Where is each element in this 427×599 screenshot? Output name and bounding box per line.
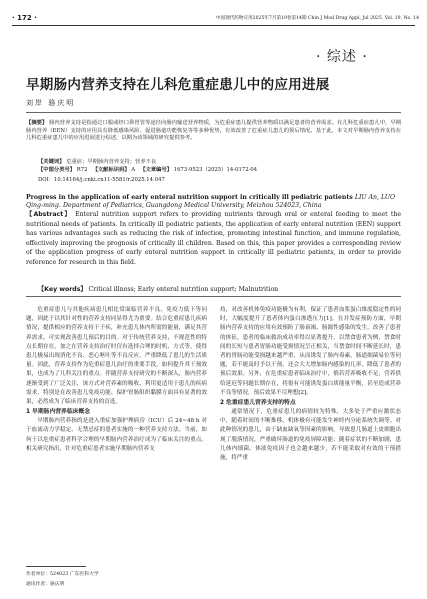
doc-code-label: 【文献标识码】 (92, 167, 130, 173)
keywords-en (38, 284, 401, 293)
journal-header: 中国现代药物应用2025年7月第19卷第14期 Chin J Mod Drug Appl, Jul 2025, Vol. 19, No. 14 (215, 16, 419, 21)
body-column-left (26, 306, 207, 454)
article-title-en (26, 194, 403, 210)
doc-code-value: A (131, 167, 136, 173)
abstract-en-label: 【Abstract】 (26, 211, 72, 218)
keywords-cn-text: 危重症；早期肠内营养支持；营养不良 (66, 159, 157, 165)
footnote-rule (26, 566, 86, 567)
classification-line (38, 167, 401, 175)
doi: DOI：10.14164/j.cnki.cn11-5581/r.2025.14.047 (38, 177, 165, 183)
keywords-en-label: 【Key words】 (38, 286, 87, 293)
authors-cn: 刘岸 骆庆明 (26, 99, 76, 107)
footnote-corresponding: 通讯作者：骆庆明 (26, 582, 65, 587)
article-number-label: 【文章编号】 (140, 167, 173, 173)
body-paragraph: 危重症患儿与其他疾病患儿相比常面临营养不良、免疫力低下等问题，因此于以其针对性的营养支持同显得尤为重要。结合危重症患儿疾病情况，提供相应的营养支持于于疾，补充患儿体内所需的能量，满足其营养需求，可实现改善患儿预后的目的。对于传统营养支持，不规范性的特点长期存在，加之在营养支持治疗时仅有选择合理的时机、方式等，使得患儿极易出现消化不良、恶心呕吐等不良反应，严重降低了患儿的生活质量。因此，营养支持作为危重症患儿治疗的重要手段，如何提升其干预效果，也成为了儿科关注的重点。伴随营养支持研究的不断深入，肠内营养逐渐受到了广泛关注，该方式对营养素的吸收、利用更适用于患儿的疾病需求，特别是在改善患儿免疫功能、保护胃肠组织黏膜方面具有显著的效果，必然成为了临床营养支持的首选。 (26, 307, 207, 406)
page-number: · 172 · (12, 14, 37, 22)
abstract-en (26, 210, 401, 267)
abstract-cn (26, 120, 401, 143)
section-rule (26, 296, 401, 297)
section-heading-1: 1 早期肠内营养临床概念 (26, 409, 91, 416)
body-paragraph: 通常情况下，危重症患儿的病情较为特殊，大多处于严重应激状态中，随着时间的不断推移，机体极有可能发生神经内分泌系统失调等。对此种情况的患儿，由于缺血缺氧等因素的影响，导致患儿肠道上皮细胞出现了脱落情况，严重破坏肠道的免疫屏障功能；随着症状的不断加剧，患儿体内细菌、体液免疫因子也会越来越少，若不能采取对有效的干预措施，将严重 (220, 409, 401, 462)
article-number-value: 1673-9523（2025）14-0172-04 (173, 167, 258, 173)
title-rule (26, 112, 401, 113)
cls-value: R72 (76, 167, 88, 173)
abstract-cn-text: 肠内营养支持是指通过口服或经口鼻胃管等途径向肠内输送营养物质，为危重症患儿提供营养物质以满足患者的营养需求。在儿科危重症患儿中，早期肠内营养（EEN）支持的应用具有降低感染风险、促进肠道功能恢复等等多种优势，有效改善了危重症儿患儿的预后情况。基于此，本文对早期肠内营养支持在儿科危重症患儿中的应用进展进行综述，以期为该领域的研究提供参考。 (26, 120, 401, 142)
cls-label: 【中图分类号】 (38, 167, 76, 173)
footnote-affiliation: 作者单位：524023 广东医科大学 (26, 572, 99, 577)
keywords-en-text: Critical illness; Early enteral nutrition support; Malnutrition (88, 286, 279, 293)
body-column-right (220, 306, 401, 463)
keywords-cn (38, 159, 401, 167)
section-heading-2: 2 危重症患儿营养支持的特点 (220, 400, 296, 407)
body-paragraph: 早期肠内营养指的是进入重症加强护理病房（ICU）后 24~48 h 对于血流动力学稳定、无禁忌症的患者实施的一种营养支持方法。当前，如何于以危重症患者科学合理的早期肠内营养治疗成为了临床关注的重点。相关研究指出，针对危重症患者实施早期肠内营养支 (26, 418, 207, 452)
abstract-cn-label: 【摘要】 (26, 120, 48, 126)
abstract-en-text: Enteral nutrition support refers to providing nutrients through oral or enteral feeding to meet the nutritional needs of patients. In critically ill pediatric patients, the application of early enteral nutrition (EEN) support has various advantages such as reducing the risk of infection, promoting intestinal function, and immune regulation, effectively improving the prognosis of critically ill children. Based on this, this paper provides a corresponding review of the application progress of early enteral nutrition support in critically ill pediatric patients, in order to provide reference for research in this field. (26, 211, 401, 266)
keywords-cn-label: 【关键词】 (38, 159, 65, 165)
body-paragraph: 持，对改善机体免疫功能极为有利，保证了患者血浆蛋白维度稳定性的同时，大幅度提升了患者体内蛋白渗透压力[1]。在并发症预防方面，早期肠内营养支持的应用有效预防了肠衰竭、肠源性感染的发生，改善了患者的体征，患者的临床救治成功率得以显著提升。以禁食患者为例，禁食时间的长短与患者胃肠功能受损情况呈正相关，当禁食时间不断延长时，患者的胃肠功能受损越来越严重，从而诱发了肠内毒素、肠道细菌易位等问题，若不能及时予以干预，还会大大增加肠内感染的几率，降低了患者的预后效果。另外，在危重症患者临床治疗中，倘若营养吸收不足，营养供给延迟等问题长期存在，将很有可能诱发蛋白质能量平衡，甚至造成营养不良等情况，预后效果不尽理想[2]。 (220, 307, 401, 396)
affiliation-en: Department of Pediatrics, Guangdong Medical University, Meizhou 524023, China (63, 202, 322, 209)
article-title-cn: 早期肠内营养支持在儿科危重症患儿中的应用进展 (26, 77, 330, 93)
header-rule (12, 25, 415, 26)
title-en-text: Progress in the application of early enteral nutrition support in critically ill pediatric patients (26, 194, 353, 201)
authors-en: LIU An, LUO Qing-ming. (26, 194, 396, 209)
column-tag: · 综述 · (316, 49, 368, 65)
